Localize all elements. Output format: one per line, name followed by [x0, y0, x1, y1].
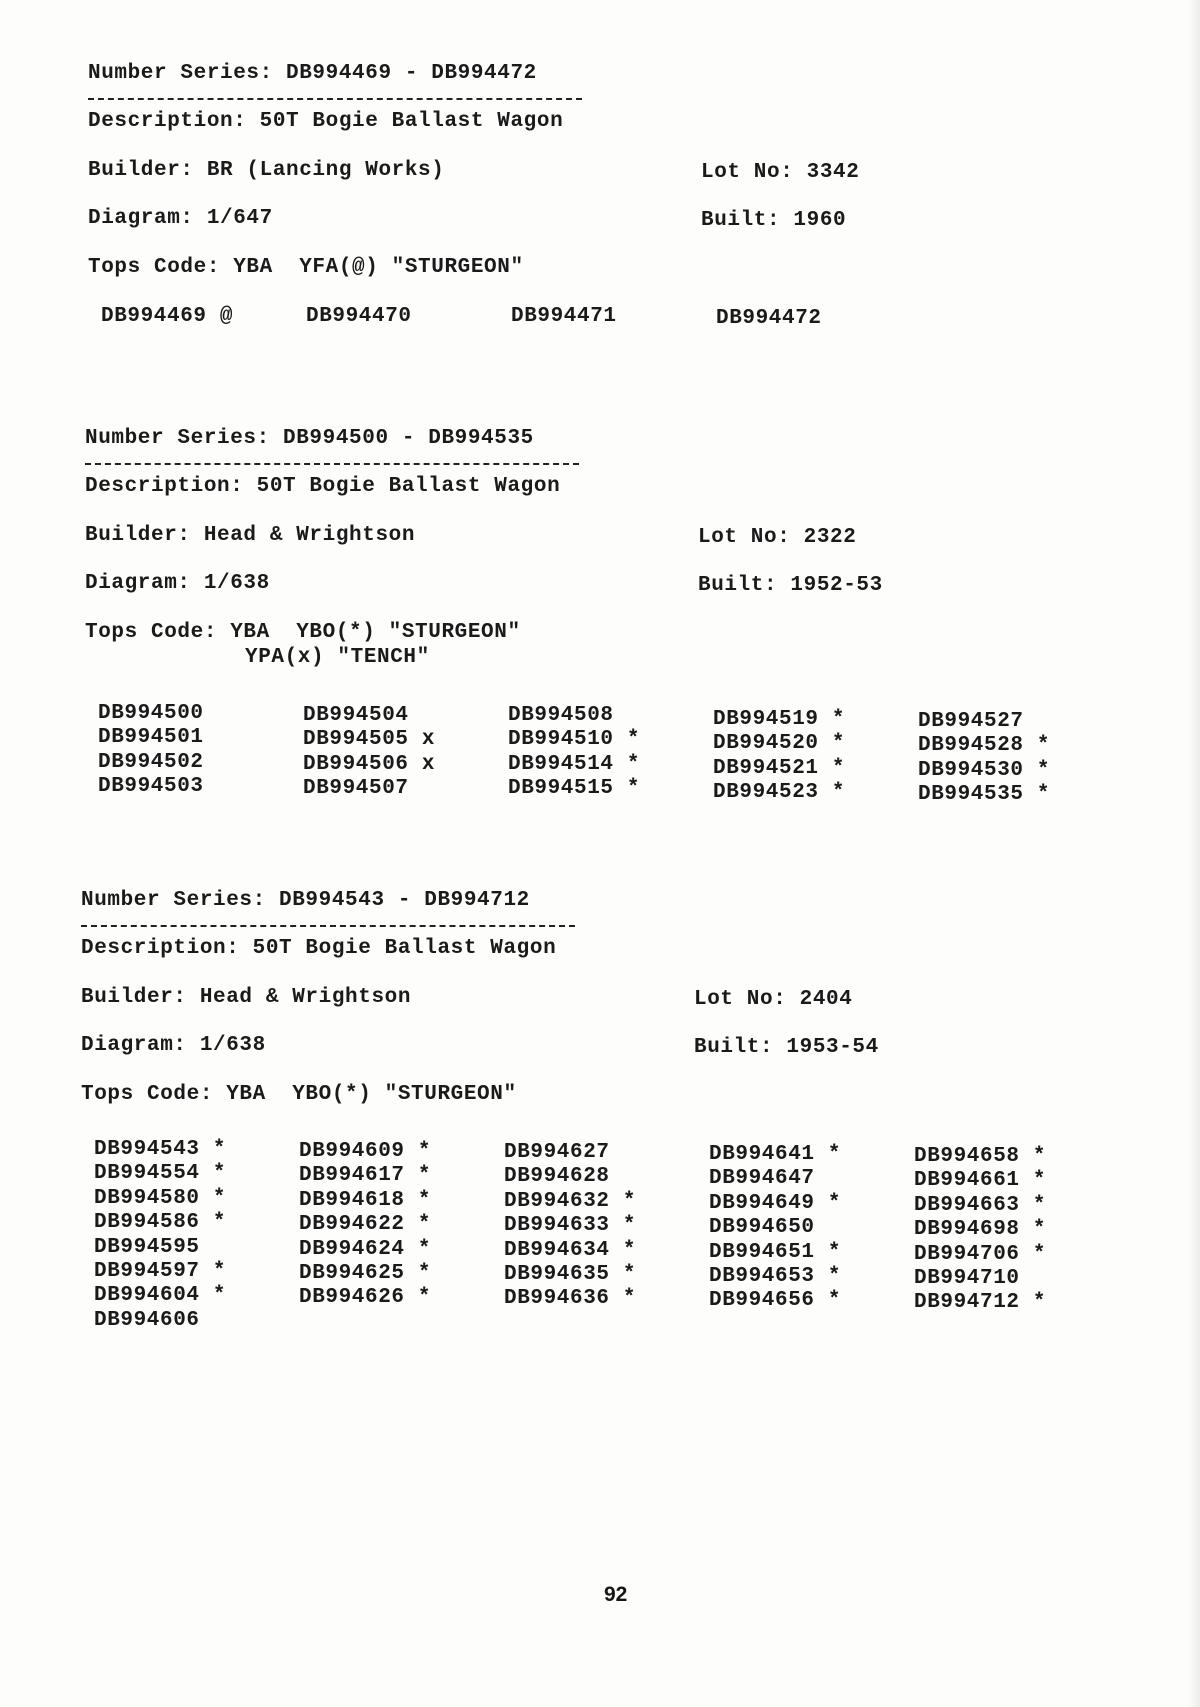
number-column: [98, 702, 298, 800]
number-column: [914, 1138, 1114, 1316]
wagon-number: DB994706 *: [914, 1242, 1047, 1266]
wagon-number: DB994530 *: [918, 758, 1051, 782]
wagon-number: DB994651 *: [709, 1240, 842, 1264]
lot-no: Lot No: 3342: [701, 161, 860, 184]
wagon-number: DB994469 @: [101, 305, 234, 328]
wagon-number: DB994554 *: [94, 1162, 227, 1186]
wagon-number: DB994514 *: [508, 752, 641, 776]
number-column: [303, 702, 503, 802]
wagon-number: DB994521 *: [713, 756, 846, 780]
wagon-number: DB994501: [98, 726, 204, 750]
number-series: Number Series: DB994469 - DB994472: [88, 62, 537, 85]
built: Built: 1960: [701, 209, 847, 232]
wagon-number: DB994650: [709, 1216, 815, 1240]
wagon-number: DB994543 *: [94, 1138, 227, 1161]
built: Built: 1953-54: [694, 1036, 879, 1059]
number-column: [918, 702, 1118, 808]
wagon-number: DB994586 *: [94, 1211, 227, 1235]
wagon-number: DB994535 *: [918, 783, 1051, 807]
wagon-number: DB994604 *: [94, 1284, 227, 1308]
number-series: Number Series: DB994543 - DB994712: [81, 889, 530, 912]
wagon-number: DB994606: [94, 1308, 200, 1332]
diagram: Diagram: 1/638: [81, 1034, 266, 1057]
wagon-number: DB994632 *: [504, 1189, 637, 1213]
wagon-number: DB994658 *: [914, 1145, 1047, 1168]
number-column: [709, 1138, 909, 1314]
description: Description: 50T Bogie Ballast Wagon: [85, 475, 561, 498]
wagon-number: DB994471: [511, 305, 617, 328]
dashed-rule: [81, 925, 575, 927]
wagon-number: DB994628: [504, 1165, 610, 1189]
built: Built: 1952-53: [698, 574, 883, 597]
page-edge-shadow: [1188, 0, 1200, 1707]
wagon-number: DB994506 x: [303, 752, 436, 776]
diagram: Diagram: 1/647: [88, 207, 273, 230]
lot-no: Lot No: 2322: [698, 526, 857, 549]
description: Description: 50T Bogie Ballast Wagon: [81, 937, 557, 960]
wagon-number: DB994519 *: [713, 708, 846, 731]
wagon-number: DB994527: [918, 710, 1024, 733]
number-column: [504, 1138, 704, 1312]
wagon-number: DB994580 *: [94, 1186, 227, 1210]
wagon-number: DB994663 *: [914, 1193, 1047, 1217]
wagon-number: DB994504: [303, 704, 409, 727]
dashed-rule: [85, 463, 579, 465]
wagon-number: DB994626 *: [299, 1286, 432, 1310]
wagon-number: DB994597 *: [94, 1259, 227, 1283]
wagon-number: DB994470: [306, 305, 412, 328]
number-column: [299, 1138, 499, 1311]
wagon-number: DB994647: [709, 1167, 815, 1191]
wagon-number: DB994520 *: [713, 732, 846, 756]
tops-code: Tops Code: YBA YFA(@) "STURGEON": [88, 256, 524, 279]
wagon-number: DB994698 *: [914, 1218, 1047, 1242]
wagon-number: DB994508: [508, 704, 614, 727]
wagon-number: DB994472: [716, 307, 822, 330]
wagon-number: DB994625 *: [299, 1261, 432, 1285]
dashed-rule: [88, 98, 582, 100]
wagon-number: DB994633 *: [504, 1214, 637, 1238]
wagon-number: DB994595: [94, 1235, 200, 1259]
wagon-number: DB994505 x: [303, 728, 436, 752]
builder: Builder: Head & Wrightson: [85, 524, 416, 547]
page-number: 92: [604, 1583, 628, 1606]
wagon-number: DB994622 *: [299, 1213, 432, 1237]
number-column: [716, 305, 916, 331]
tops-code: Tops Code: YBA YBO(*) "STURGEON": [85, 621, 521, 644]
diagram: Diagram: 1/638: [85, 572, 270, 595]
wagon-number: DB994624 *: [299, 1237, 432, 1261]
wagon-number: DB994627: [504, 1141, 610, 1164]
wagon-number: DB994641 *: [709, 1143, 842, 1166]
wagon-number: DB994510 *: [508, 728, 641, 752]
wagon-number: DB994523 *: [713, 781, 846, 805]
wagon-number: DB994528 *: [918, 734, 1051, 758]
wagon-number: DB994500: [98, 702, 204, 725]
wagon-number: DB994661 *: [914, 1169, 1047, 1193]
wagon-number: DB994618 *: [299, 1188, 432, 1212]
builder: Builder: Head & Wrightson: [81, 986, 412, 1009]
tops-code-line2: YPA(x) "TENCH": [245, 646, 430, 669]
number-column: [306, 305, 506, 329]
wagon-number: DB994507: [303, 777, 409, 801]
wagon-number: DB994503: [98, 775, 204, 799]
number-series: Number Series: DB994500 - DB994535: [85, 427, 534, 450]
number-column: [511, 305, 711, 329]
wagon-number: DB994712 *: [914, 1291, 1047, 1315]
wagon-number: DB994710: [914, 1266, 1020, 1290]
wagon-number: DB994656 *: [709, 1289, 842, 1313]
wagon-number: DB994634 *: [504, 1238, 637, 1262]
wagon-number: DB994609 *: [299, 1140, 432, 1163]
wagon-number: DB994653 *: [709, 1264, 842, 1288]
lot-no: Lot No: 2404: [694, 988, 853, 1011]
number-column: [713, 702, 913, 806]
wagon-number: DB994617 *: [299, 1164, 432, 1188]
wagon-number: DB994515 *: [508, 777, 641, 801]
number-column: [508, 702, 708, 802]
description: Description: 50T Bogie Ballast Wagon: [88, 110, 564, 133]
number-column: [101, 305, 301, 329]
number-column: [94, 1138, 294, 1333]
wagon-number: DB994649 *: [709, 1191, 842, 1215]
wagon-number: DB994502: [98, 750, 204, 774]
builder: Builder: BR (Lancing Works): [88, 159, 445, 182]
tops-code: Tops Code: YBA YBO(*) "STURGEON": [81, 1083, 517, 1106]
wagon-number: DB994636 *: [504, 1287, 637, 1311]
wagon-number: DB994635 *: [504, 1262, 637, 1286]
